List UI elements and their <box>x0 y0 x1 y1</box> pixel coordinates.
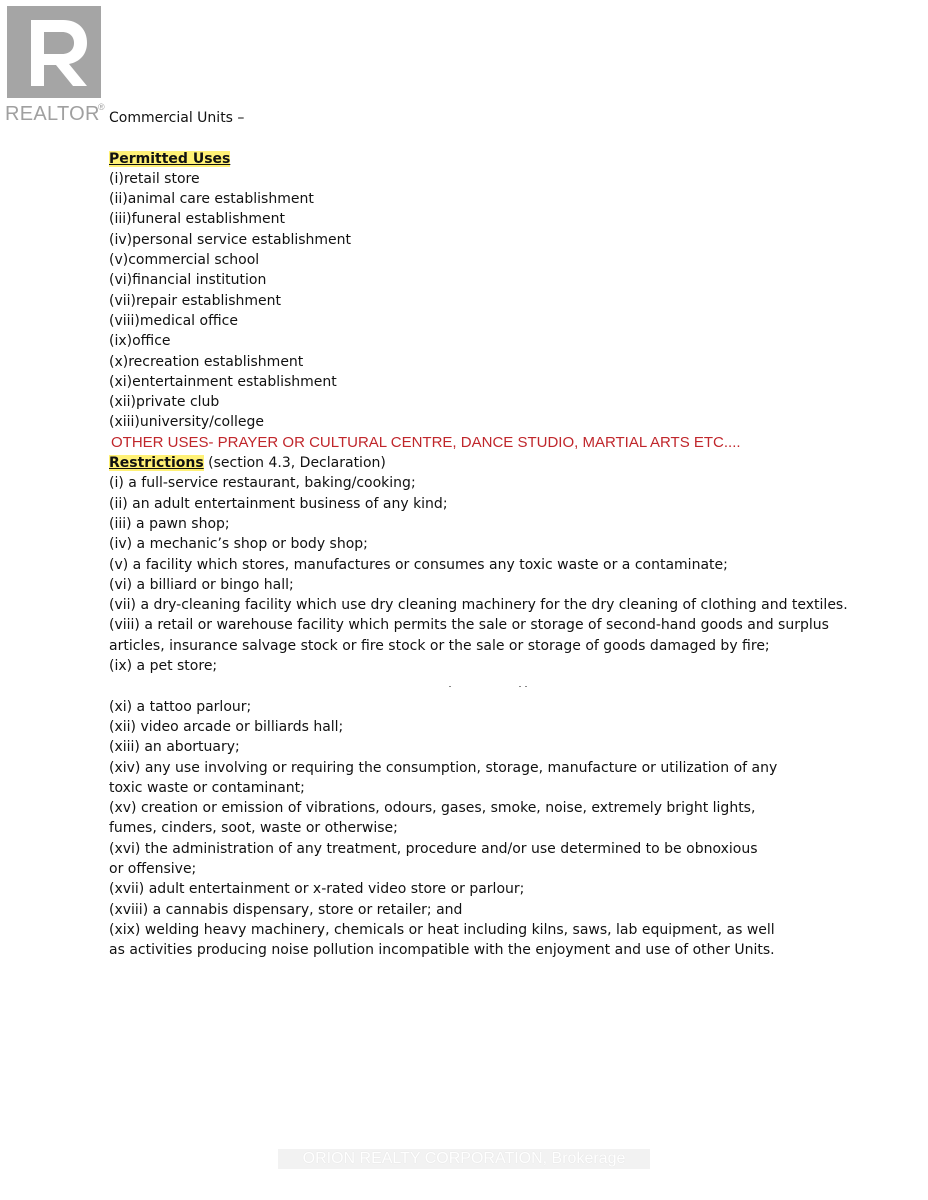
permitted-use-item: (iii)funeral establishment <box>109 211 285 228</box>
restriction-item: (xvii) adult entertainment or x-rated video store or parlour; <box>109 881 525 898</box>
restriction-item: (v) a facility which stores, manufactures or consumes any toxic waste or a contaminate; <box>109 556 728 573</box>
permitted-use-item: (i)retail store <box>109 170 200 187</box>
permitted-use-item: (viii)medical office <box>109 312 238 329</box>
restriction-item: (xi) a tattoo parlour; <box>109 698 252 715</box>
restriction-item: (iv) a mechanic’s shop or body shop; <box>109 536 368 553</box>
restriction-item: (vii) a dry-cleaning facility which use dry cleaning machinery for the dry cleaning of clothing and textiles. <box>109 597 848 614</box>
blank-line <box>109 128 869 148</box>
restriction-item: (xviii) a cannabis dispensary, store or retailer; and <box>109 901 463 918</box>
permitted-use-item: (x)recreation establishment <box>109 353 304 370</box>
restriction-item: (viii) a retail or warehouse facility which permits the sale or storage of second-hand goods and surplus articles, insurance salvage stock or fire stock or the sale or storage of goods damaged by fire; <box>109 617 829 654</box>
restrictions-heading: Restrictions <box>109 455 204 472</box>
restrictions-reference: (section 4.3, Declaration) <box>203 455 386 472</box>
permitted-use-item: (v)commercial school <box>109 252 260 269</box>
registered-mark: ® <box>98 102 105 112</box>
restriction-item: (ii) an adult entertainment business of any kind; <box>109 495 448 512</box>
restriction-item: (xiv) any use involving or requiring the consumption, storage, manufacture or utilization of any toxic waste or contaminant; <box>109 759 778 796</box>
restriction-item: (vi) a billiard or bingo hall; <box>109 576 294 593</box>
permitted-use-item: (ii)animal care establishment <box>109 191 314 208</box>
restriction-item: (xix) welding heavy machinery, chemicals or heat including kilns, saws, lab equipment, as well as activities producing noise pollution incompatible with the enjoyment and use of other Units. <box>109 921 775 959</box>
brokerage-watermark <box>278 1149 650 1169</box>
restrictions-heading-line <box>109 453 869 473</box>
document-title: Commercial Units – <box>109 110 245 126</box>
brokerage-watermark-text: ORION REALTY CORPORATION, Brokerage <box>302 1150 626 1167</box>
restriction-item: (xv) creation or emission of vibrations, odours, gases, smoke, noise, extremely bright lights, fumes, cinders, soot, waste or otherwise; <box>109 800 756 837</box>
permitted-uses-heading-line <box>109 149 869 169</box>
document-body <box>109 108 869 960</box>
permitted-use-item: (xi)entertainment establishment <box>109 373 337 390</box>
permitted-uses-heading: Permitted Uses <box>109 150 231 167</box>
permitted-use-item: (vi)financial institution <box>109 272 267 289</box>
restriction-item: (xvi) the administration of any treatment, procedure and/or use determined to be obnoxious or offensive; <box>109 840 758 877</box>
redacted-line <box>109 676 869 696</box>
permitted-use-item: (iv)personal service establishment <box>109 231 352 248</box>
other-uses-note: OTHER USES- PRAYER OR CULTURAL CENTRE, DANCE STUDIO, MARTIAL ARTS ETC.... <box>111 433 741 451</box>
realtor-logo-mark <box>7 6 101 98</box>
realtor-logo <box>5 6 109 128</box>
restriction-item: (i) a full-service restaurant, baking/cooking; <box>109 475 416 492</box>
permitted-use-item: (xii)private club <box>109 394 220 411</box>
permitted-use-item: (xiii)university/college <box>109 414 264 431</box>
permitted-use-item: (vii)repair establishment <box>109 292 282 309</box>
restriction-item: (xiii) an abortuary; <box>109 739 240 756</box>
realtor-wordmark: REALTOR <box>5 103 100 125</box>
other-uses-line <box>109 433 869 453</box>
restriction-item: (ix) a pet store; <box>109 658 218 675</box>
permitted-use-item: (ix)office <box>109 333 171 350</box>
restriction-item: (xii) video arcade or billiards hall; <box>109 718 344 735</box>
restriction-item: (iii) a pawn shop; <box>109 515 230 532</box>
